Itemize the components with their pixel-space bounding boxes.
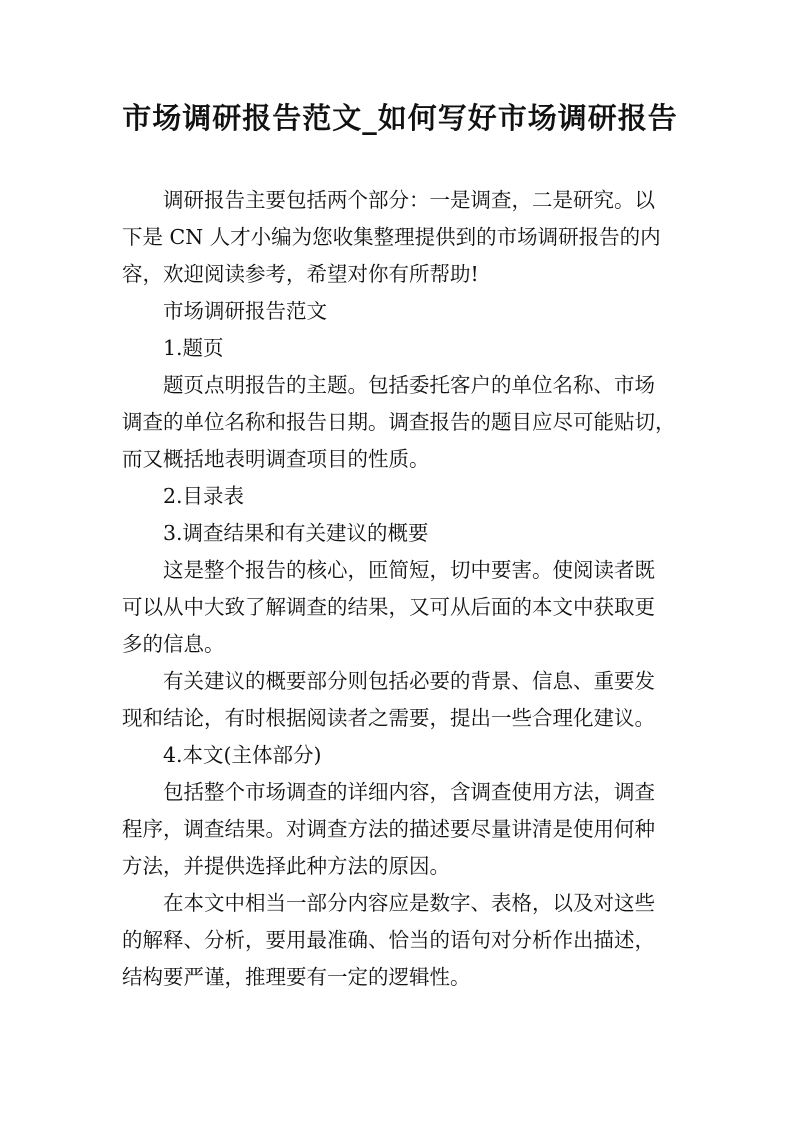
body-line: 调研报告主要包括两个部分：一是调查，二是研究。以	[163, 188, 655, 212]
document-body	[122, 182, 692, 996]
section-heading: 1.题页	[163, 336, 224, 360]
body-line: 下是 CN 人才小编为您收集整理提供到的市场调研报告的内	[122, 225, 661, 249]
body-line: 调查的单位名称和报告日期。调查报告的题目应尽可能贴切，	[122, 410, 676, 434]
section-heading: 4.本文(主体部分)	[163, 743, 322, 767]
body-line: 程序，调查结果。对调查方法的描述要尽量讲清是使用何种	[122, 817, 655, 841]
body-line: 容，欢迎阅读参考，希望对你有所帮助!	[122, 262, 479, 286]
body-line: 这是整个报告的核心，匝简短，切中要害。使阅读者既	[163, 558, 655, 582]
body-line: 在本文中相当一部分内容应是数字、表格，以及对这些	[163, 891, 655, 915]
body-line: 题页点明报告的主题。包括委托客户的单位名称、市场	[163, 373, 655, 397]
body-line: 的解释、分析，要用最准确、恰当的语句对分析作出描述，	[122, 928, 655, 952]
body-line: 可以从中大致了解调查的结果，又可从后面的本文中获取更	[122, 595, 655, 619]
body-line: 方法，并提供选择此种方法的原因。	[122, 854, 450, 878]
section-heading: 3.调查结果和有关建议的概要	[163, 521, 429, 545]
body-line: 多的信息。	[122, 632, 225, 656]
section-heading: 市场调研报告范文	[163, 299, 327, 323]
body-line: 而又概括地表明调查项目的性质。	[122, 447, 430, 471]
body-line: 现和结论，有时根据阅读者之需要，提出一些合理化建议。	[122, 706, 655, 730]
body-line: 包括整个市场调查的详细内容，含调查使用方法，调查	[163, 780, 655, 804]
document-title: 市场调研报告范文_如何写好市场调研报告	[122, 101, 678, 135]
body-line: 结构要严谨，推理要有一定的逻辑性。	[122, 965, 471, 989]
section-heading: 2.目录表	[163, 484, 245, 508]
body-line: 有关建议的概要部分则包括必要的背景、信息、重要发	[163, 669, 655, 693]
